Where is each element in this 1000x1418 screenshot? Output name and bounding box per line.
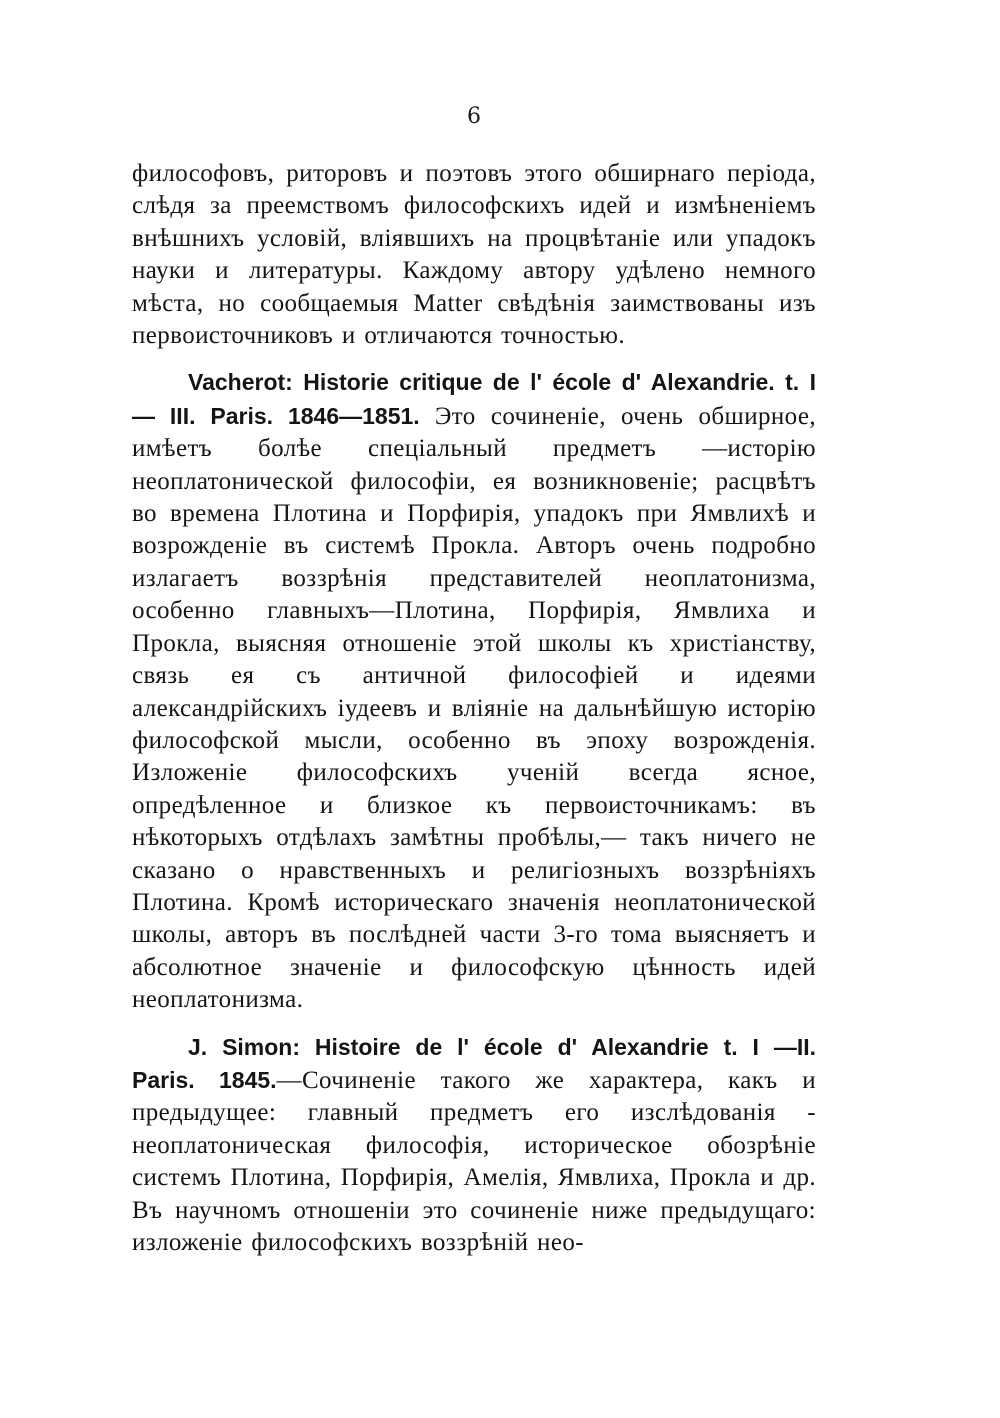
body-text	[132, 158, 816, 1273]
paragraph-text: философовъ, риторовъ и поэтовъ этого обширнаго періода, слѣдя за преемствомъ философскихъ идей и измѣненіемъ внѣшнихъ условій, вліявшихъ на процвѣтаніе или упадокъ науки и литературы. Каждому автору удѣлено немного мѣста, но сообщаемыя Matter свѣдѣнія заимствованы изъ первоисточниковъ и отличаются точностью.	[132, 160, 816, 350]
page-number: 6	[467, 104, 481, 129]
bibliographic-reference: Vacherot: Historie critique de l' école d' Alexandrie. t. I — III. Paris. 1846—1851.	[132, 369, 816, 429]
paragraph-matter-continuation	[132, 158, 816, 352]
bibliographic-reference: J. Simon: Histoire de l' école d' Alexandrie t. I —II. Paris. 1845.	[132, 1033, 816, 1093]
paragraph-simon	[132, 1031, 816, 1260]
paragraph-vacherot	[132, 366, 816, 1016]
paragraph-text: —Сочиненіе такого же характера, какъ и предыдущее: главный предметъ его изслѣдованія - неоплатоническая философія, историческое обозрѣніе системъ Плотина, Порфирія, Амелія, Ямвлиха, Прокла и др. Въ научномъ отношеніи это сочиненіе ниже предыдущаго: изложеніе философскихъ воззрѣній нео-	[132, 1066, 816, 1256]
paragraph-text: Это сочиненіе, очень обширное, имѣетъ болѣе спеціальный предметъ —исторію неоплатонической философіи, ея возникновеніе; расцвѣтъ во времена Плотина и Порфирія, упадокъ при Ямвлихѣ и возрожденіе въ системѣ Прокла. Авторъ очень подробно излагаетъ воззрѣнія представителей неоплатонизма, особенно главныхъ—Плотина, Порфирія, Ямвлиха и Прокла, выясняя отношеніе этой школы къ христіанству, связь ея съ античной философіей и идеями александрійскихъ іудеевъ и вліяніе на дальнѣйшую исторію философской мысли, особенно въ эпоху возрожденія. Изложеніе философскихъ ученій всегда ясное, опредѣленное и близкое къ первоисточникамъ: въ нѣкоторыхъ отдѣлахъ замѣтны пробѣлы,— такъ ничего не сказано о нравственныхъ и религіозныхъ воззрѣніяхъ Плотина. Кромѣ историческаго значенія неоплатонической школы, авторъ въ послѣдней части 3-го тома выясняетъ и абсолютное значеніе и философскую цѣнность идей неоплатонизма.	[132, 402, 817, 1014]
